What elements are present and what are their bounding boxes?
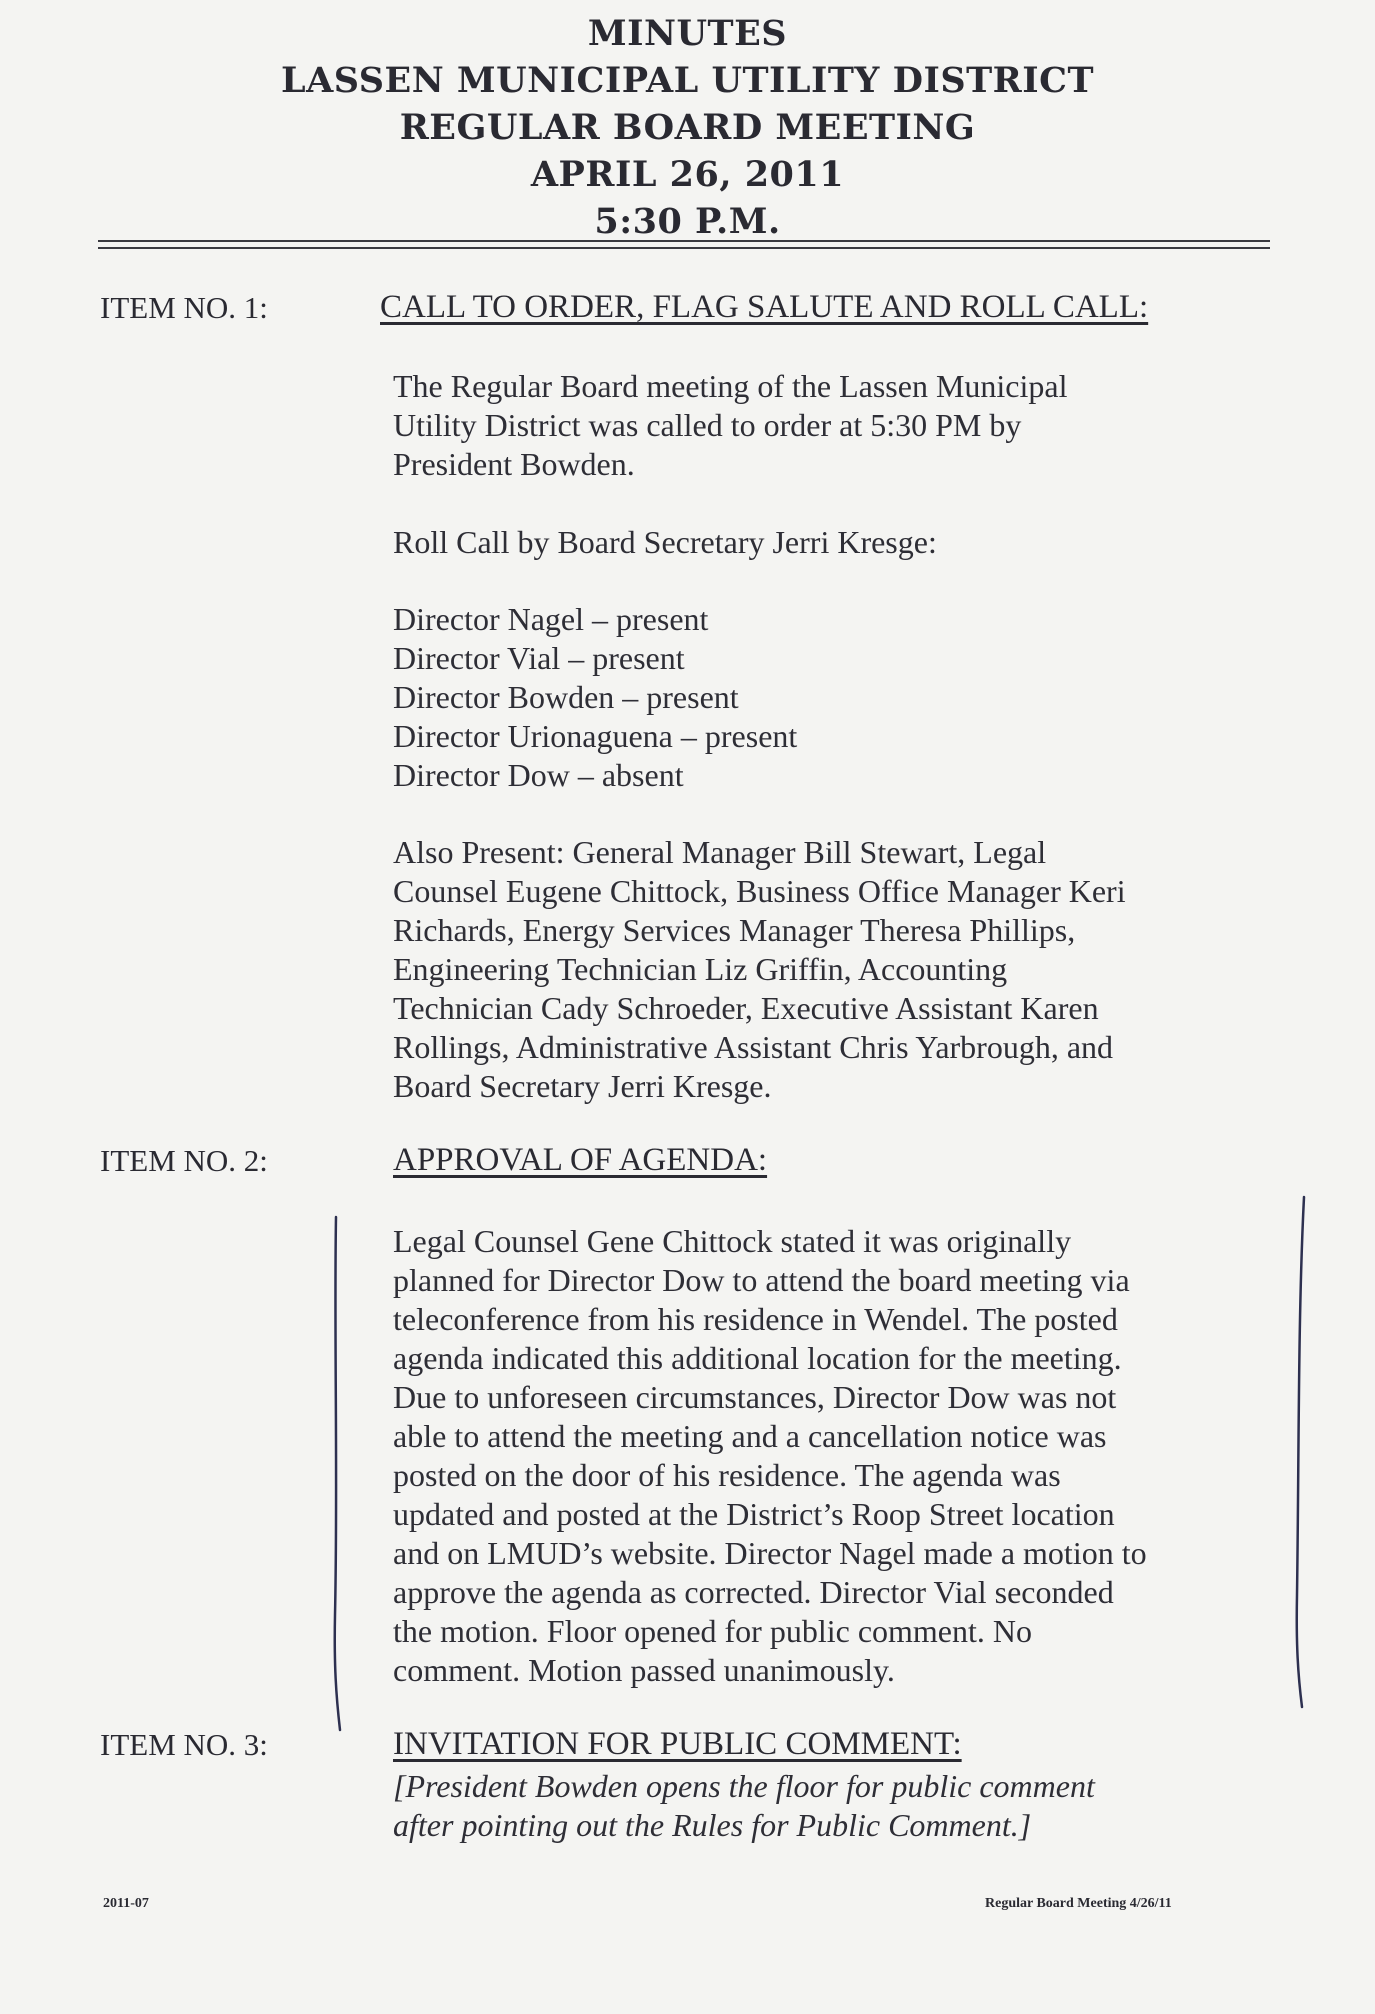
roll-call-entry: Director Urionaguena – present bbox=[393, 718, 798, 754]
item-3-label: ITEM NO. 3: bbox=[100, 1727, 268, 1762]
roll-call-entry: Director Bowden – present bbox=[393, 679, 739, 715]
item-1-label: ITEM NO. 1: bbox=[100, 290, 268, 325]
header-time: 5:30 P.M. bbox=[594, 201, 781, 242]
item-3-body: [President Bowden opens the floor for public comment after pointing out the Rules for Public Comment.] bbox=[393, 1768, 1095, 1843]
item-3-heading: INVITATION FOR PUBLIC COMMENT: bbox=[393, 1726, 962, 1762]
item-1-heading: CALL TO ORDER, FLAG SALUTE AND ROLL CALL: bbox=[380, 289, 1149, 325]
header-meeting: REGULAR BOARD MEETING bbox=[399, 107, 976, 148]
item-1-also-present: Also Present: General Manager Bill Stewart, Legal Counsel Eugene Chittock, Business Office Manager Keri Richards, Energy Services Manager Theresa Phillips, Engineering Technician Liz Griffin, Accounting Technician Cady Schroeder, Executive Assistant Karen Rollings, Administrative Assistant Chris Yarbrough, and Board Secretary Jerri Kresge. bbox=[393, 834, 1126, 1104]
header-date: APRIL 26, 2011 bbox=[530, 154, 845, 195]
footer-doc-number: 2011-07 bbox=[103, 1896, 149, 1911]
header-rule-bottom bbox=[98, 247, 1270, 249]
roll-call-entry: Director Nagel – present bbox=[393, 601, 709, 637]
item-1-roll-call-heading: Roll Call by Board Secretary Jerri Kresge: bbox=[393, 524, 937, 560]
item-1-intro: The Regular Board meeting of the Lassen Municipal Utility District was called to order at 5:30 PM by President Bowden. bbox=[393, 368, 1068, 482]
footer-meeting-ref: Regular Board Meeting 4/26/11 bbox=[985, 1896, 1172, 1911]
left-margin-bracket bbox=[326, 1215, 350, 1735]
roll-call-entry: Director Dow – absent bbox=[393, 757, 684, 793]
item-2-label: ITEM NO. 2: bbox=[100, 1143, 268, 1178]
roll-call-entry: Director Vial – present bbox=[393, 640, 685, 676]
roll-call-list bbox=[393, 600, 797, 795]
right-margin-bracket bbox=[1290, 1195, 1314, 1715]
item-2-body: Legal Counsel Gene Chittock stated it was originally planned for Director Dow to attend the board meeting via teleconference from his residence in Wendel. The posted agenda indicated this additional location for the meeting. Due to unforeseen circumstances, Director Dow was not able to attend the meeting and a cancellation notice was posted on the door of his residence. The agenda was updated and posted at the District’s Roop Street location and on LMUD’s website. Director Nagel made a motion to approve the agenda as corrected. Director Vial seconded the motion. Floor opened for public comment. No comment. Motion passed unanimously. bbox=[393, 1223, 1147, 1688]
header-organization: LASSEN MUNICIPAL UTILITY DISTRICT bbox=[280, 60, 1095, 101]
header-title: MINUTES bbox=[587, 13, 788, 54]
item-2-heading: APPROVAL OF AGENDA: bbox=[393, 1142, 768, 1178]
document-header bbox=[0, 10, 1375, 245]
header-rule-top bbox=[98, 240, 1270, 242]
